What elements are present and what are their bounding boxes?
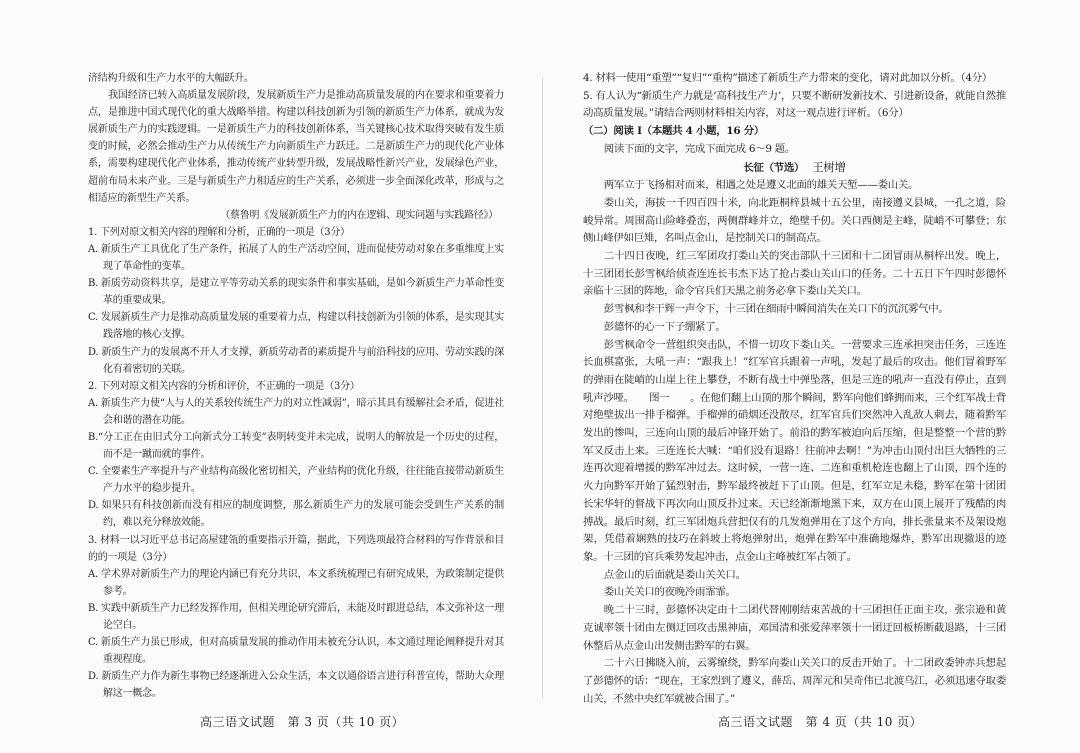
page-3-line xyxy=(88,497,504,531)
page-4-line xyxy=(583,655,1006,708)
text: 二十四日夜晚，红三军团攻打娄山关的突击部队十三团和十二团冒雨从桐梓出发。晚上，十三团团长彭雪枫给侦查连连长韦杰下达了抢占娄山关山口的任务。二十五日下午四时彭德怀亲临十三团的阵地，命令官兵们天黑之前务必拿下娄山关关口。 xyxy=(583,250,1006,298)
text: A. 学术界对新质生产力的理论内涵已有充分共识，本文系统梳理已有研究成果，为政策制定提供参考。 xyxy=(88,568,504,597)
page-4-line xyxy=(583,123,1006,141)
page-3-line xyxy=(88,207,504,224)
text: A. 新质生产工具优化了生产条件，拓展了人的生产活动空间，进而促使劳动对象在多重维度上实现了革命性的变革。 xyxy=(88,243,504,273)
page-3-line xyxy=(88,395,504,429)
page-4-line xyxy=(583,177,1006,195)
text: B.“分工正在由旧式分工向新式分工转变”表明转变并未完成，说明人的解放是一个历史的过程，而不是一蹴而就的事件。 xyxy=(88,431,504,461)
page-3-line xyxy=(88,309,504,343)
page-4-line xyxy=(583,319,1006,337)
text: 长征（节选） xyxy=(743,161,805,174)
page-3-line xyxy=(88,634,504,668)
text: 二十六日拂晓入前，云雾缭绕，黔军向娄山关关口的反击开始了。十二团政委钟赤兵想起了彭德怀的话：“现在，王家烈到了遵义，薛岳、周浑元和吴奇伟已北渡乌江，必须迅速夺取娄山关，不然中央红军就被合围了。” xyxy=(583,657,1006,705)
page-4-line xyxy=(583,301,1006,319)
text: 4. 材料一使用“重塑”“复归”“重构”描述了新质生产力带来的变化，请对此加以分析。（4分） xyxy=(583,72,993,84)
page-4 xyxy=(583,70,1006,708)
text: A. 新质生产力使“人与人的关系较传统生产力的对立性减弱”，暗示其具有缓解社会矛盾，促进社会和谐的潜在功能。 xyxy=(88,397,504,426)
text: 娄山关，海拔一千四百四十米，向北距桐梓县城十五公里，南接遵义县城，一孔之道，险峻异常。周围高山险峰叠峦，两侧群峰并立，绝壁千仞。关口西侧是主峰，陡峭不可攀登；东侧山峰伊如巨雉，名叫点金山，是控制关口的制高点。 xyxy=(583,196,1006,245)
page-4-line xyxy=(583,88,1006,123)
page-3-line xyxy=(88,275,504,309)
text: 点金山的后面就是娄山关关口。 xyxy=(603,568,746,581)
page-3-line xyxy=(88,378,504,395)
text: 我国经济已转入高质量发展阶段，发展新质生产力是推动高质量发展的内在要求和重要着力点，是推进中国式现代化的重大战略举措。构建以科技创新为引领的新质生产力体系，就成为发展新质生产力的实践逻辑。一是新质生产力的科技创新体系，当关键核心技术取得突破有发生质变的时候，必然会推动生产力从传统生产力向新质生产力跃迁。二是新质生产力的现代化产业体系，需要构建现代化产业体系，推动传统产业转型升级，发展战略性新兴产业，发展绿色产业，超前布局未来产业。三是与新质生产力相适应的生产关系，必须进一步全面深化改革，形成与之相适应的新型生产关系。 xyxy=(88,90,504,204)
text: C. 发展新质生产力是推动高质量发展的重要着力点，构建以科技创新为引领的体系，是实现其实践落地的核心支撑。 xyxy=(88,312,504,341)
page-4-line xyxy=(583,567,1006,585)
page-3-line xyxy=(88,532,504,566)
page-3-line xyxy=(88,566,504,600)
text: 2. 下列对原文相关内容的分析和评价，不正确的一项是（3分） xyxy=(88,380,360,392)
text: B. 实践中新质生产力已经发挥作用，但相关理论研究滞后，未能及时跟进总结，本文弥补这一理论空白。 xyxy=(88,602,504,631)
text: B. 新质劳动资料共享，是建立平等劳动关系的现实条件和事实基础，是如今新质生产力革命性变革的重要成果。 xyxy=(88,278,504,307)
text: 阅读下面的文字，完成下面完成 6～9 题。 xyxy=(603,142,796,155)
page-4-line xyxy=(583,159,1006,178)
page-4-footer: 高三语文试题 第 4 页（共 10 页） xyxy=(718,715,923,729)
page-4-line xyxy=(583,70,1006,88)
page-3-line xyxy=(88,70,504,87)
page-3-footer: 高三语文试题 第 3 页（共 10 页） xyxy=(200,715,405,729)
page-3-line xyxy=(88,463,504,497)
page-3-line xyxy=(88,668,504,702)
page-3-line xyxy=(88,600,504,634)
page-4-line xyxy=(583,141,1006,159)
text: D. 新质生产力的发展离不开人才支撑，新质劳动者的素质提升与前沿科技的应用、劳动实践的深化有着密切的关联。 xyxy=(88,346,504,375)
text: D. 新质生产力作为新生事物已经逐渐进入公众生活，本文以通俗语言进行科普宣传，帮助大众理解这一概念。 xyxy=(88,671,504,700)
text: 彭德怀的心一下子绷紧了。 xyxy=(603,320,726,333)
text: C. 全要素生产率提升与产业结构高级化密切相关，产业结构的优化升级，往往能直接带动新质生产力水平的稳步提升。 xyxy=(88,466,504,495)
page-divider xyxy=(542,78,543,698)
page-3-line xyxy=(88,344,504,378)
page-4-line xyxy=(583,337,1006,567)
page-3-line xyxy=(88,87,504,207)
text: 两军立于飞扬相对而来，相遇之处是遵义北面的雄关天堑——娄山关。 xyxy=(603,179,919,192)
text: 济结构升级和生产力水平的大幅跃升。 xyxy=(88,73,254,84)
text: （二）阅读 Ⅰ（本题共 4 小题，16 分） xyxy=(583,125,764,138)
page-4-line xyxy=(583,248,1006,301)
page-3-line xyxy=(88,224,504,241)
text: 晚二十三时，彭德怀决定由十二团代替刚刚结束苦战的十三团担任正面主攻，张宗逊和黄克诚率领十团由左侧迂回攻击黑神庙，邓国清和张爱萍率领十一团迂回板桥断截退路，十三团休整后从点金山出发侧击黔军的右翼。 xyxy=(583,604,1006,652)
page-4-line xyxy=(583,602,1006,655)
text: 娄山关关口的夜晚冷雨霏霏。 xyxy=(603,586,736,599)
story-author: 王树增 xyxy=(812,159,846,174)
text: 3. 材料一以习近平总书记高屋建瓴的重要指示开篇，据此，下列选项最符合材料的写作背景和目的的一项是（3分） xyxy=(88,534,504,563)
page-4-line xyxy=(583,195,1006,248)
text: 彭雪枫和李干辉一声令下，十三团在细雨中瞬间消失在关口下的沉沉雾气中。 xyxy=(603,303,949,316)
text: （蔡鲁明《发展新质生产力的内在逻辑、现实问题与实践路径》） xyxy=(220,209,498,221)
page-3-line xyxy=(88,429,504,463)
text: D. 如果只有科技创新而没有相应的制度调整，那么新质生产力的发展可能会受到生产关系的制约，难以充分释放效能。 xyxy=(88,500,504,529)
text: 彭雪枫命令一营组织突击队，不惜一切攻下娄山关。一营要求三连承担突击任务，三连连长血棋富张，大吼一声：“跟我上！”红军官兵跟着一声吼，发起了最后的攻击。他们冒着野军的弹雨在陡峭的山崖上往上攀登，不断有战士中弹坠落，但是三连的吼声一直没有停止，直到吼声沙哑。 图一 。在他们翻上山顶的那个瞬间，黔军向他们蜂拥而来，三个红军战士背对绝壁拔出一排手榴弹。手榴弹的硝烟还没散尽，红军官兵们突然冲入乱敌人刺去，随着黔军发出的惨叫，三连向山顶的最后冲锋开始了。前沿的黔军被迫向后压缩，但是整整一个营的黔军又反击上来。三连连长大喊：“咱们没有退路！往前冲去啊！”为冲击山顶付出巨大牺牲的三连再次迎着增援的黔军冲过去。这时候，一营一连、二连和重机枪连也翻上了山顶，四个连的火力向黔军开始了猛烈射击，黔军最终被赶下了山顶。但是，红军立足未稳，黔军在第十团团长宋华轩的督战下再次向山顶反扑过来。天已经渐渐地黑下来，双方在山顶上展开了残酷的肉搏战。最后时刻，红三军团炮兵营把仅有的几发炮弹用在了这个方向，排长张量来不及架设炮架，凭借着娴熟的技巧在斜坡上将炮弹射出，炮弹在黔军中准确地爆炸，黔军出现撤退的迹象。十三团的官兵乘势发起冲击，点金山主峰被红军占领了。 xyxy=(583,338,1006,563)
text: 5. 有人认为“新质生产力就是‘高科技生产力’，只要不断研发新技术、引进新设备，就能自然推动高质量发展。”请结合两则材料相关内容，对这一观点进行评析。（6分） xyxy=(583,89,1006,120)
page-4-line xyxy=(583,584,1006,602)
page-3 xyxy=(88,70,504,702)
page-3-line xyxy=(88,241,504,275)
text: 1. 下列对原文相关内容的理解和分析，正确的一项是（3分） xyxy=(88,226,350,238)
text: C. 新质生产力虽已形成，但对高质量发展的推动作用未被充分认识，本文通过理论阐释提升对其重视程度。 xyxy=(88,637,504,666)
